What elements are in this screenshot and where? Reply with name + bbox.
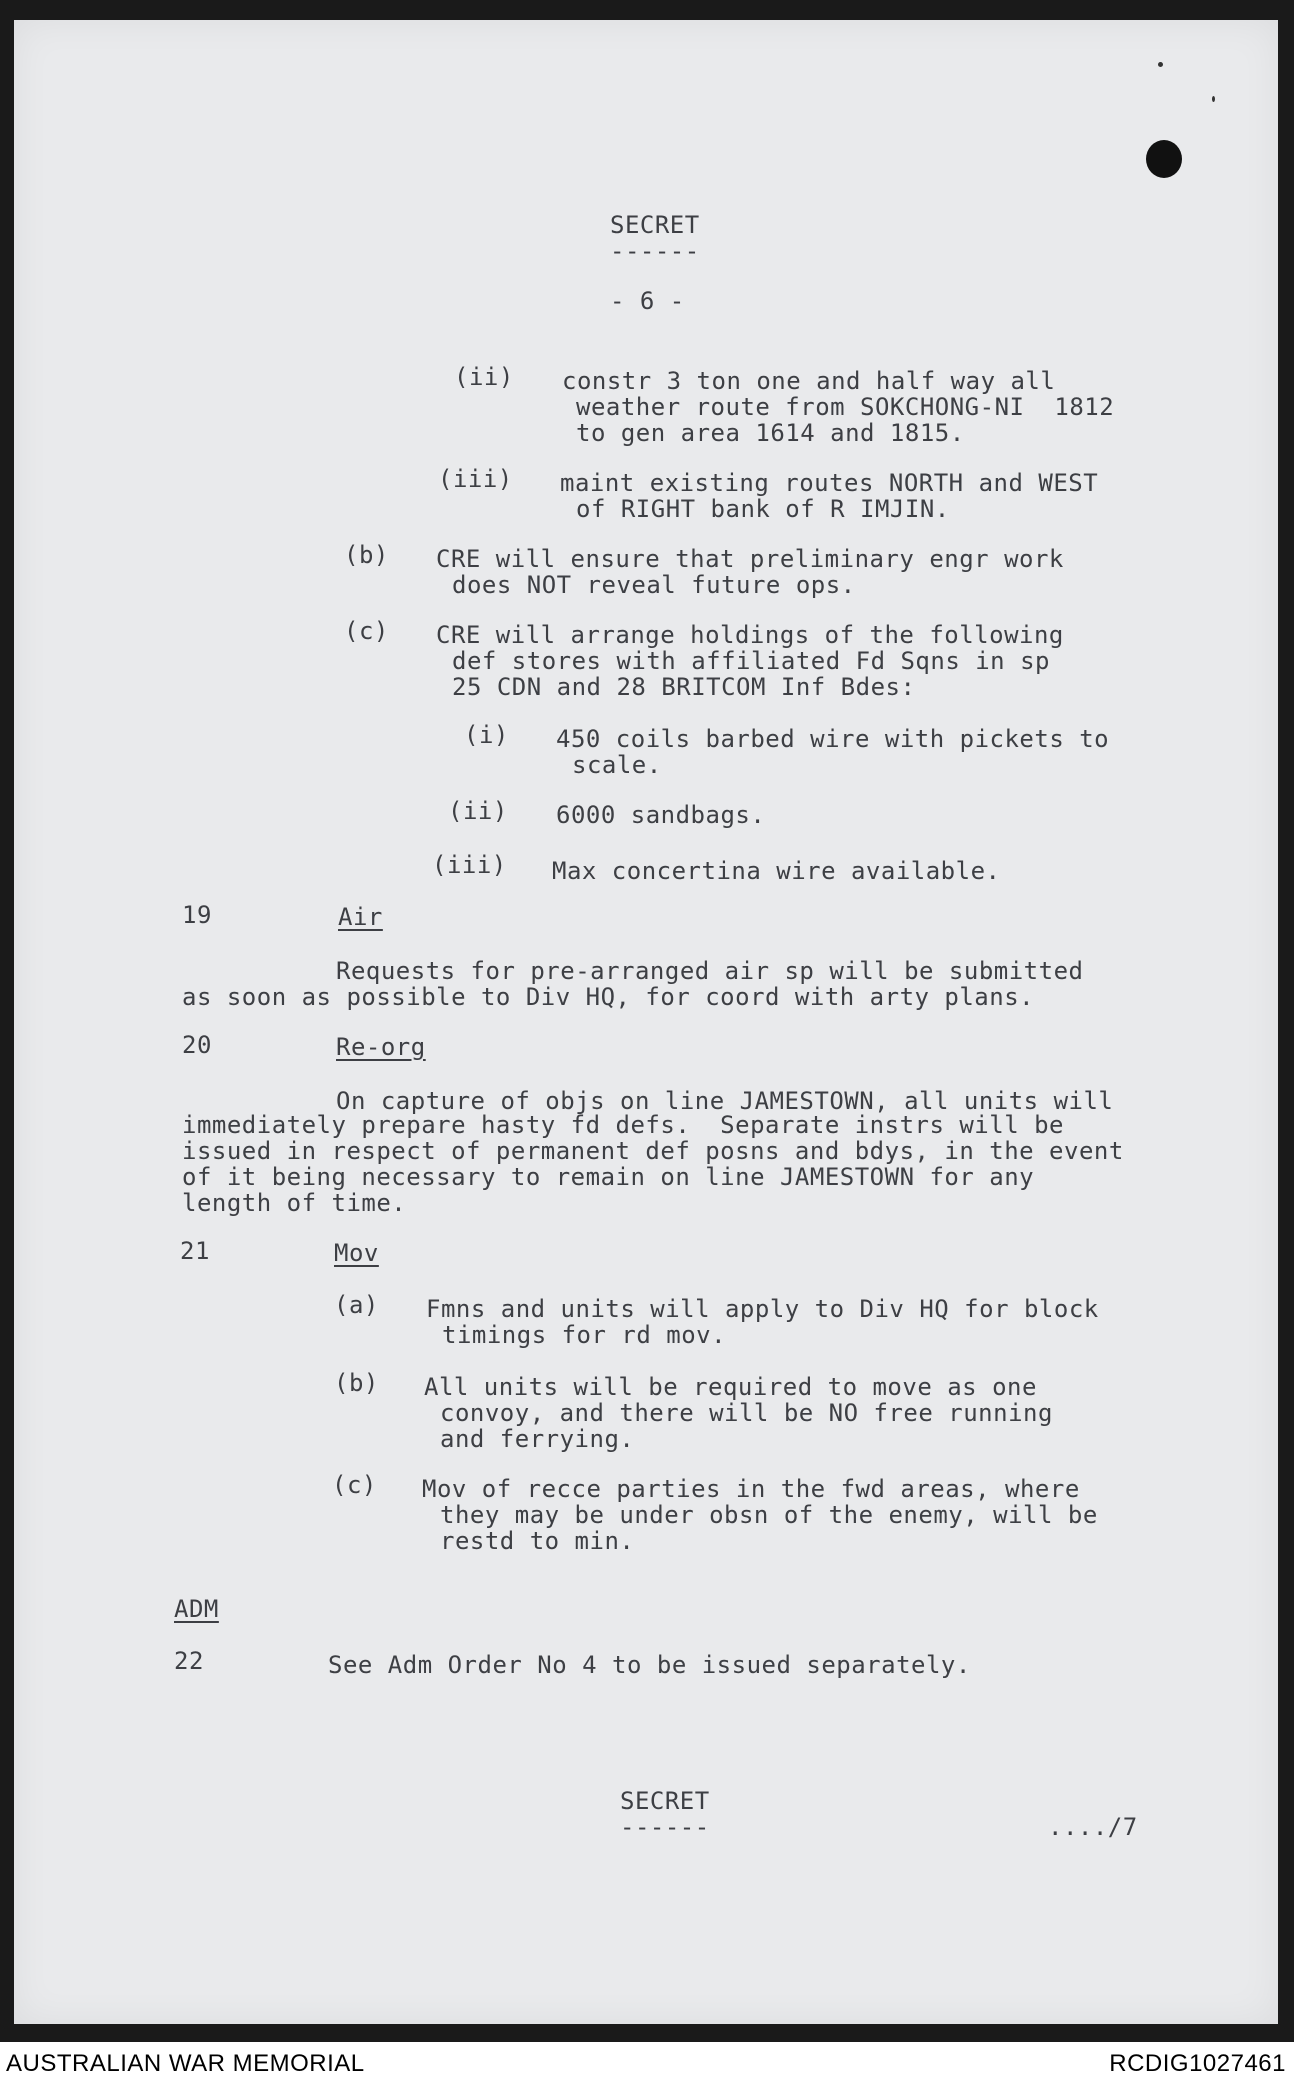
text-line: All units will be required to move as one [424, 1373, 1037, 1401]
text-line: See Adm Order No 4 to be issued separately. [328, 1651, 971, 1679]
text-line: immediately prepare hasty fd defs. Separate instrs will be [182, 1111, 1065, 1139]
text-line: does NOT reveal future ops. [452, 571, 856, 599]
archive-source: AUSTRALIAN WAR MEMORIAL [6, 2050, 365, 2077]
text-line: def stores with affiliated Fd Sqns in sp [452, 647, 1050, 675]
text-line: scale. [572, 751, 662, 779]
text-line: CRE will arrange holdings of the following [436, 621, 1064, 649]
item-number: (b) [334, 1369, 379, 1397]
text-line: length of time. [182, 1189, 407, 1217]
text-line: of RIGHT bank of R IMJIN. [576, 495, 950, 523]
text-line: of it being necessary to remain on line JAMESTOWN for any [182, 1163, 1035, 1191]
item-number: (a) [334, 1291, 379, 1319]
text-line: restd to min. [440, 1527, 635, 1555]
item-number: (b) [344, 541, 389, 569]
text-line: as soon as possible to Div HQ, for coord with arty plans. [182, 983, 1035, 1011]
header-underline: ------ [610, 237, 700, 265]
text-line: maint existing routes NORTH and WEST [560, 469, 1099, 497]
section-heading: ADM [174, 1595, 219, 1623]
item-number: (c) [332, 1471, 377, 1499]
text-line: constr 3 ton one and half way all [562, 367, 1056, 395]
item-number: (ii) [454, 363, 514, 391]
text-line: and ferrying. [440, 1425, 635, 1453]
text-line: they may be under obsn of the enemy, will be [440, 1501, 1098, 1529]
header-classification: SECRET [610, 211, 700, 239]
page-number: - 6 - [610, 287, 685, 315]
punch-hole [1146, 140, 1182, 178]
text-line: Fmns and units will apply to Div HQ for block [426, 1295, 1099, 1323]
paragraph-number: 19 [182, 901, 212, 929]
paragraph-heading: Mov [334, 1239, 379, 1267]
document-page [14, 20, 1278, 2024]
text-line: CRE will ensure that preliminary engr work [436, 545, 1064, 573]
item-number: (c) [344, 617, 389, 645]
paper-speck [1158, 62, 1163, 67]
paragraph-heading: Re-org [336, 1033, 426, 1061]
item-number: (iii) [432, 851, 507, 879]
paragraph-number: 20 [182, 1031, 212, 1059]
item-number: (i) [464, 721, 509, 749]
text-line: 25 CDN and 28 BRITCOM Inf Bdes: [452, 673, 916, 701]
paragraph-number: 22 [174, 1647, 204, 1675]
continuation-marker: ..../7 [1048, 1813, 1138, 1841]
item-number: (iii) [438, 465, 513, 493]
archive-id: RCDIG1027461 [1109, 2050, 1286, 2077]
text-line: to gen area 1614 and 1815. [576, 419, 965, 447]
text-line: Mov of recce parties in the fwd areas, where [422, 1475, 1080, 1503]
text-line: timings for rd mov. [442, 1321, 727, 1349]
paragraph-heading: Air [338, 903, 383, 931]
archive-caption-bar [0, 2042, 1294, 2082]
text-line: issued in respect of permanent def posns and bdys, in the event [182, 1137, 1124, 1165]
text-line: 6000 sandbags. [556, 801, 766, 829]
paragraph-number: 21 [180, 1237, 210, 1265]
footer-classification: SECRET [620, 1787, 710, 1815]
text-line: weather route from SOKCHONG-NI 1812 [576, 393, 1115, 421]
text-line: Requests for pre-arranged air sp will be submitted [336, 957, 1084, 985]
item-number: (ii) [448, 797, 508, 825]
text-line: Max concertina wire available. [552, 857, 1001, 885]
text-line: On capture of objs on line JAMESTOWN, all units will [336, 1087, 1114, 1115]
text-line: 450 coils barbed wire with pickets to [556, 725, 1110, 753]
paper-speck [1212, 96, 1215, 102]
footer-underline: ------ [620, 1813, 710, 1841]
text-line: convoy, and there will be NO free running [440, 1399, 1053, 1427]
